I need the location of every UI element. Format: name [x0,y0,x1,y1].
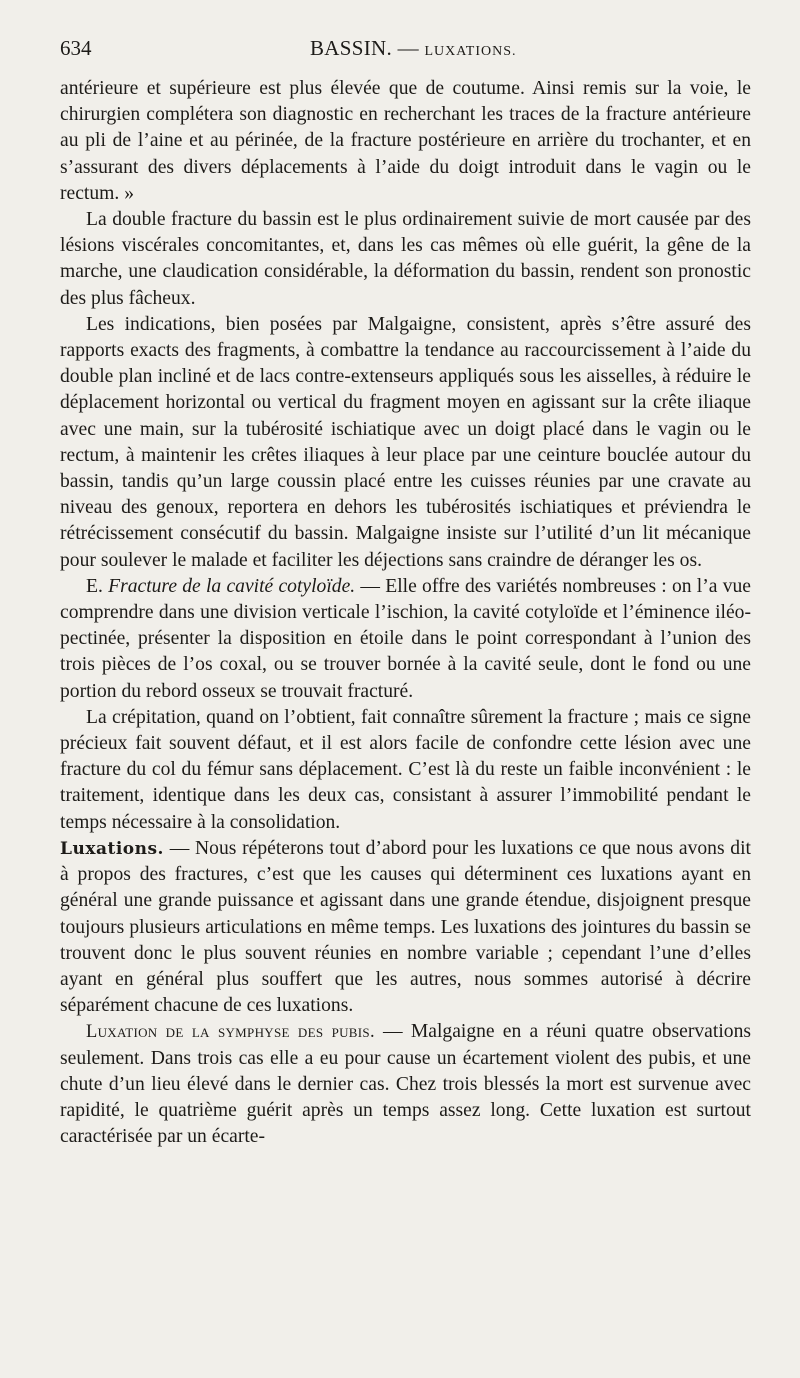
paragraph-6-text: — Nous répéterons tout d’abord pour les luxations ce que nous avons dit à propos des fractures, c’est que les causes qui déterminent ces luxations ayant en général une grande puissance et agissant dans une grande étendue, disjoignent presque toujours plusieurs articulations en même temps. Les luxations des jointures du bassin se trouvent donc le plus souvent réunies en nombre variable ; cependant l’une d’elles ayant en général plus souffert que les autres, nous sommes autorisé à décrire séparément chacune de ces luxations. [60,837,751,1017]
running-title-sub: LUXATIONS. [424,44,517,59]
section-heading-luxations: Luxations. [60,838,164,859]
running-title-main: BASSIN. [310,36,393,60]
paragraph-5-text: La crépitation, quand on l’obtient, fait connaître sûrement la fracture ; mais ce signe précieux fait souvent défaut, et il est alors facile de confondre cette lésion avec une fracture du col du fémur sans déplacement. C’est là du reste un faible inconvénient : le traitement, identique dans les deux cas, consistant à assurer l’immobilité pendant le temps nécessaire à la consolidation. [60,706,751,833]
paragraph-5 [60,705,751,836]
section-heading-cotyloide: Fracture de la cavité cotyloïde. [108,575,356,597]
paragraph-7-text: — Malgaigne en a réuni quatre observations seulement. Dans trois cas elle a eu pour cause un écartement violent des pubis, et une chute d’un lieu élevé dans le dernier cas. Chez trois blessés la mort est survenue avec rapidité, le quatrième guérit après un temps assez long. Cette luxation est surtout caractérisée par un écarte- [60,1021,751,1148]
paragraph-4 [60,574,751,705]
paragraph-4-text: — Elle offre des variétés nombreuses : on l’a vue comprendre dans une division verticale l’ischion, la cavité cotyloïde et l’éminence iléo-pectinée, présenter la disposition en étoile dans le point correspondant à l’union des trois pièces de l’os coxal, ou se trouver bornée à la cavité seule, dont le fond ou une portion du rebord osseux se trouvait fracturé. [60,575,751,702]
paragraph-3-text: Les indications, bien posées par Malgaigne, consistent, après s’être assuré des rapports exacts des fragments, à combattre la tendance au raccourcissement à l’aide du double plan incliné et de lacs contre-extenseurs appliqués sous les aisselles, à réduire le déplacement horizontal ou vertical du fragment moyen en agissant sur la crête iliaque avec une main, sur la tubérosité ischiatique avec un doigt placé dans le vagin ou le rectum, à maintenir les crêtes iliaques à leur place par une ceinture bouclée autour du bassin, tandis qu’un large coussin placé entre les cuisses réunies par une cravate au niveau des genoux, reportera en dehors les tubérosités ischiatiques et préviendra le rétrécissement consécutif du bassin. Malgaigne insiste sur l’utilité d’un lit mécanique pour soulever le malade et faciliter les déjections sans craindre de déranger les os. [60,313,751,571]
paragraph-7 [60,1019,751,1150]
section-heading-symphyse: Luxation de la symphyse des pubis. [86,1022,375,1043]
paragraph-3 [60,312,751,574]
paragraph-6 [60,836,751,1019]
paragraph-1-text: antérieure et supérieure est plus élevée que de coutume. Ainsi remis sur la voie, le chirurgien complétera son diagnostic en recherchant les traces de la fracture antérieure au pli de l’aine et au périnée, de la fracture postérieure en arrière du trochanter, et en s’assurant des divers déplacements à l’aide du doigt introduit dans le vagin ou le rectum. » [60,78,751,204]
running-header [60,34,751,66]
page-number: 634 [60,36,92,60]
paragraph-4-lead: E. [86,575,109,597]
paragraph-2-text: La double fracture du bassin est le plus ordinairement suivie de mort causée par des lésions viscérales concomitantes, et, dans les cas mêmes où elle guérit, la gêne de la marche, une claudication considérable, la déformation du bassin, rendent son pronostic des plus fâcheux. [60,209,751,309]
paragraph-1 [60,76,751,207]
body-text [60,76,751,1150]
running-title [310,34,517,66]
paragraph-2 [60,207,751,312]
running-title-dash: — [392,36,425,60]
